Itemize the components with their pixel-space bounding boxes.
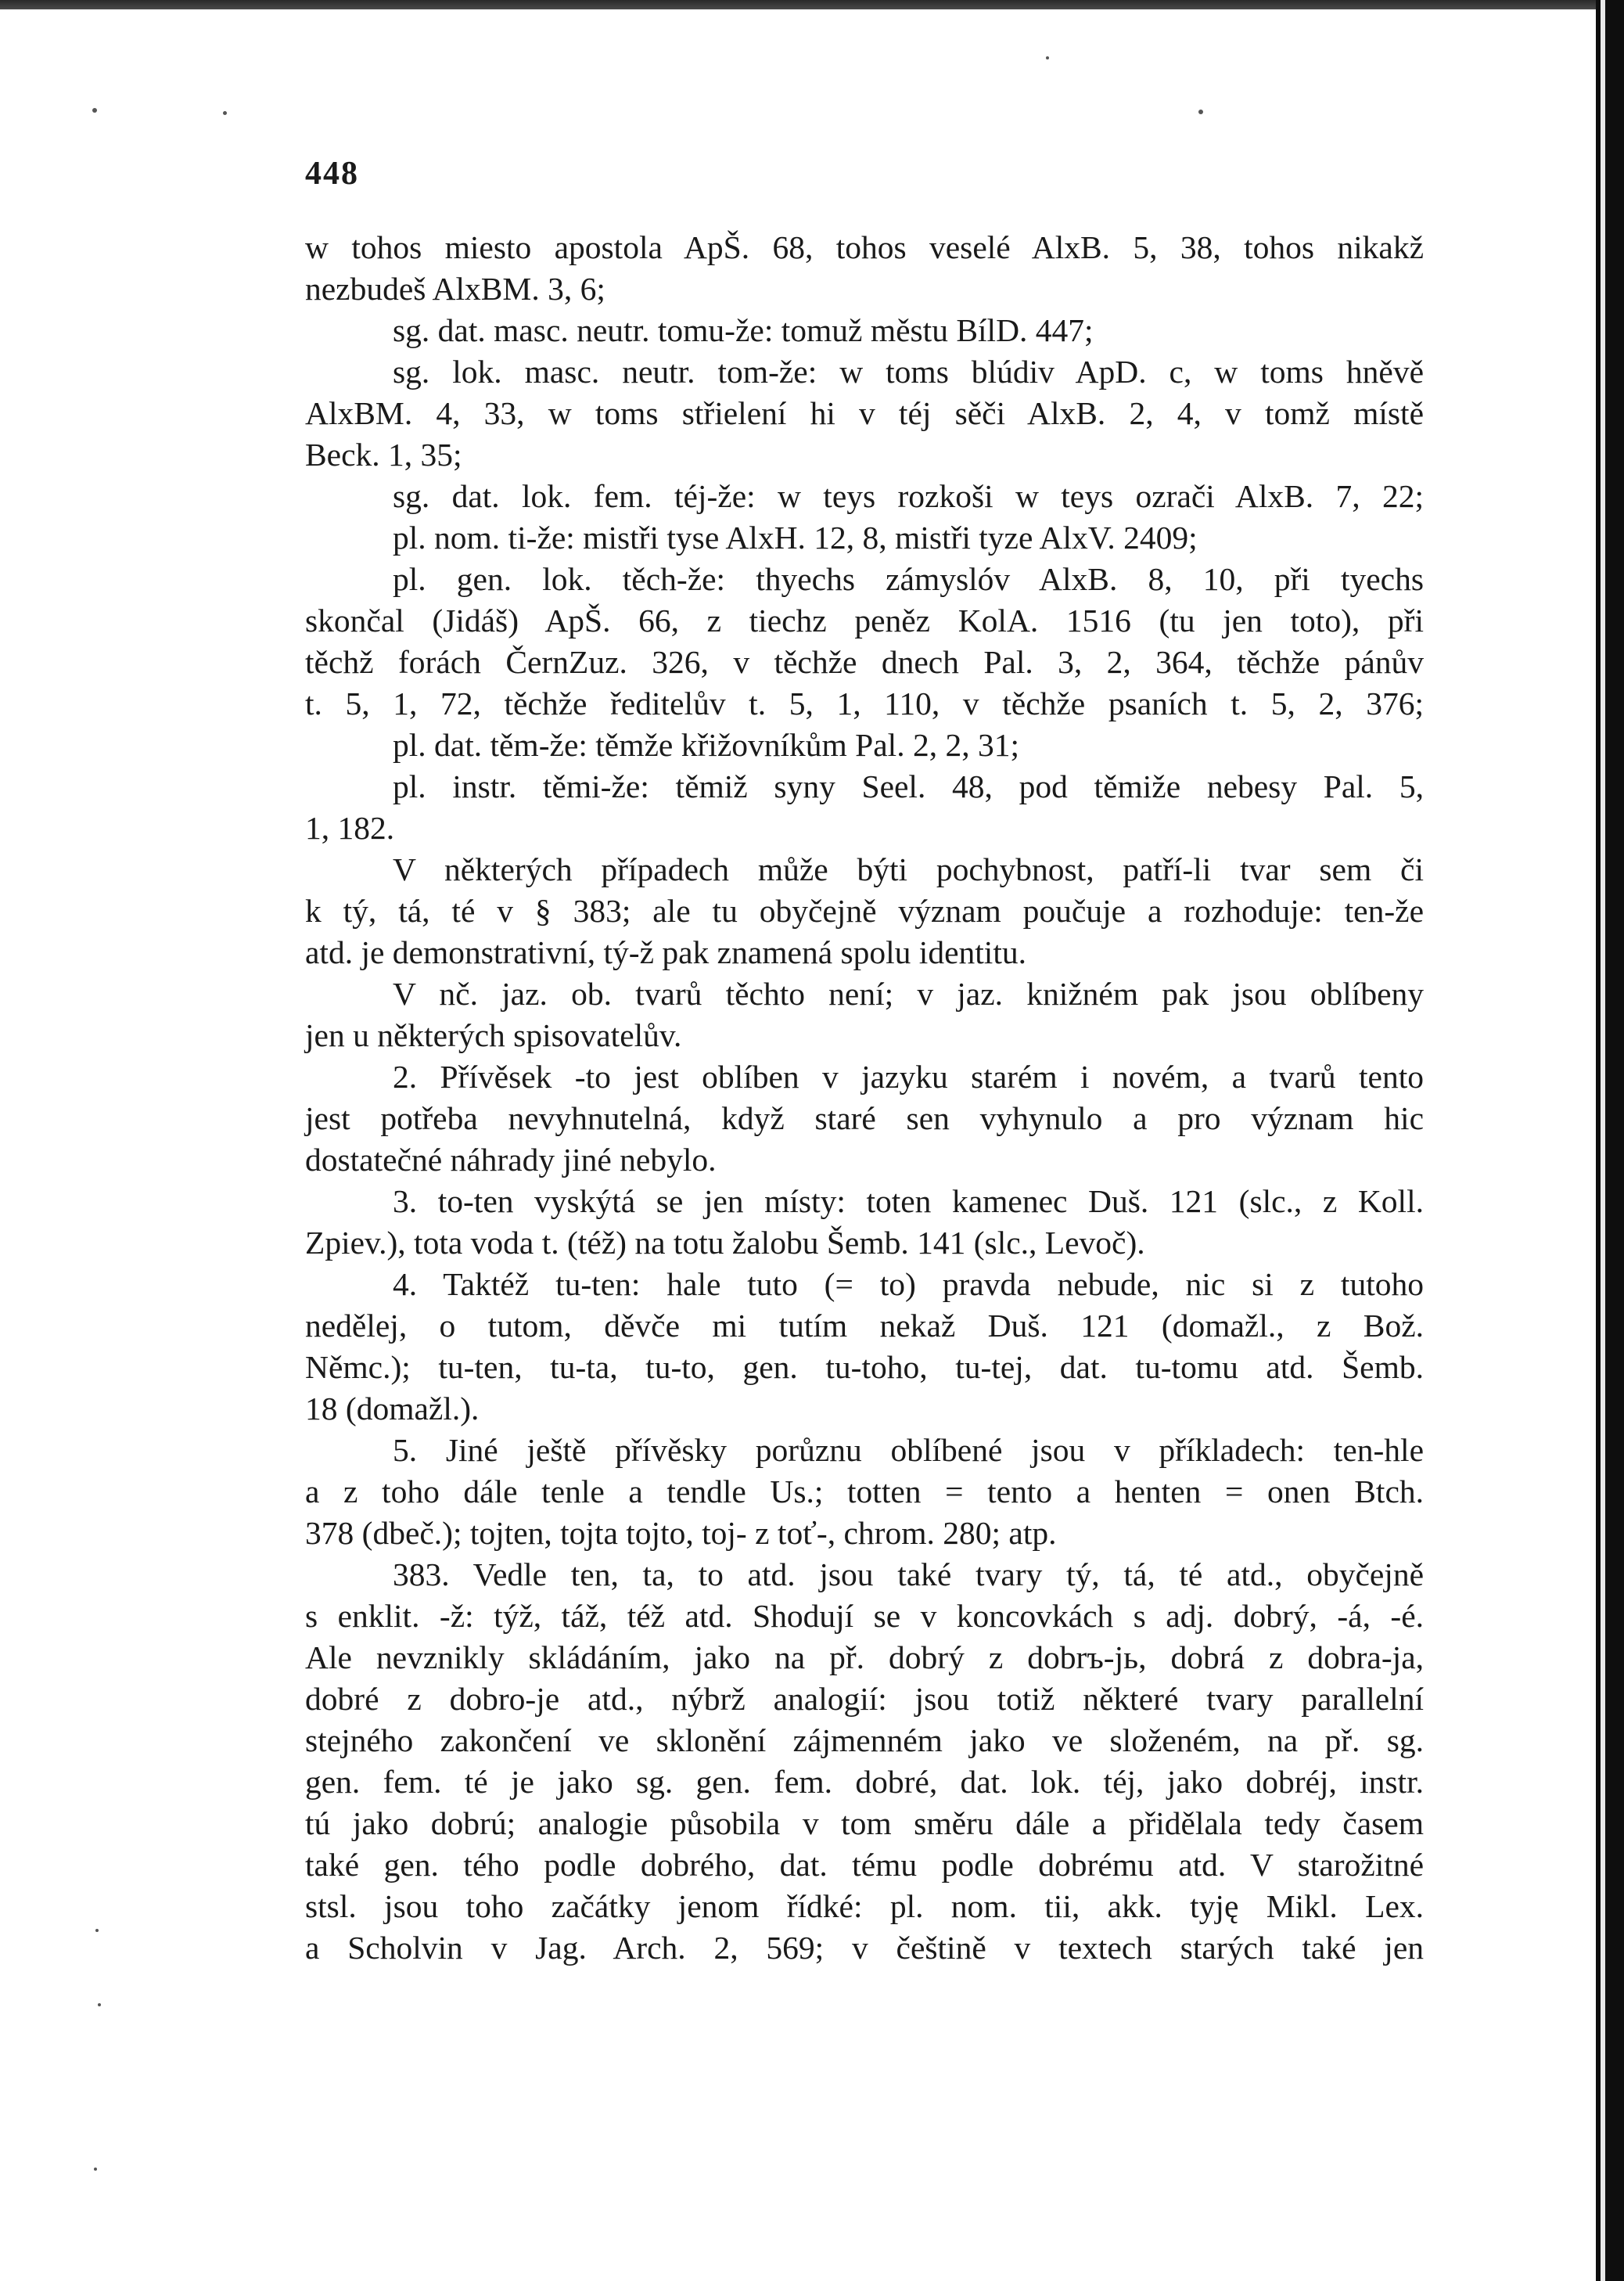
text-line: s enklit. -ž: týž, táž, též atd. Shodují se v koncovkách s adj. dobrý, -á, -é. [305, 1598, 1424, 1634]
text-line: dobré z dobro-je atd., nýbrž analogií: jsou totiž některé tvary parallelní [305, 1681, 1424, 1717]
text-line: 1, 182. [305, 810, 395, 846]
text-line: pl. instr. těmi-že: těmiž syny Seel. 48, pod těmiže nebesy Pal. 5, [393, 768, 1424, 804]
text-line: skončal (Jidáš) ApŠ. 66, z tiechz peněz KolA. 1516 (tu jen toto), při [305, 603, 1424, 639]
text-line: V některých případech může býti pochybnost, patří-li tvar sem či [393, 851, 1424, 887]
text-line: 3. to-ten vyskýtá se jen místy: toten kamenec Duš. 121 (slc., z Koll. [393, 1183, 1424, 1219]
scan-speck [98, 2003, 101, 2006]
text-line: pl. nom. ti-že: mistři tyse AlxH. 12, 8, mistři tyze AlxV. 2409; [393, 520, 1198, 556]
text-line: tú jako dobrú; analogie působila v tom směru dále a přidělala tedy časem [305, 1805, 1424, 1841]
text-line: 378 (dbeč.); tojten, tojta tojto, toj- z toť-, chrom. 280; atp. [305, 1515, 1057, 1551]
text-line: 18 (domažl.). [305, 1391, 480, 1427]
text-line: sg. dat. masc. neutr. tomu-že: tomuž městu BílD. 447; [393, 312, 1094, 348]
text-line: k tý, tá, té v § 383; ale tu obyčejně význam poučuje a rozhoduje: ten-že [305, 893, 1424, 929]
text-line: také gen. tého podle dobrého, dat. tému podle dobrému atd. V starožitné [305, 1847, 1424, 1883]
text-line: stsl. jsou toho začátky jenom řídké: pl. nom. tii, akk. tyję Mikl. Lex. [305, 1888, 1424, 1924]
text-line: AlxBM. 4, 33, w toms střielení hi v téj sěči AlxB. 2, 4, v tomž místě [305, 395, 1424, 431]
scan-speck [94, 2168, 97, 2171]
text-line: t. 5, 1, 72, těchže ředitelův t. 5, 1, 110, v těchže psaních t. 5, 2, 376; [305, 685, 1424, 721]
text-line: a z toho dále tenle a tendle Us.; totten = tento a henten = onen Btch. [305, 1473, 1424, 1509]
text-line: 5. Jiné ještě přívěsky porůznu oblíbené jsou v příkladech: ten-hle [393, 1432, 1424, 1468]
text-line: 383. Vedle ten, ta, to atd. jsou také tvary tý, tá, té atd., obyčejně [393, 1556, 1424, 1592]
text-line: stejného zakončení ve sklonění zájmenném jako ve složeném, na př. sg. [305, 1722, 1424, 1758]
scan-speck [92, 108, 97, 113]
text-line: sg. dat. lok. fem. téj-že: w teys rozkoši w teys ozrači AlxB. 7, 22; [393, 478, 1424, 514]
text-line: w tohos miesto apostola ApŠ. 68, tohos veselé AlxB. 5, 38, tohos nikakž [305, 229, 1424, 265]
text-line: Ale nevznikly skládáním, jako na př. dobrý z dobrъ-jь, dobrá z dobra-ja, [305, 1639, 1424, 1675]
text-line: a Scholvin v Jag. Arch. 2, 569; v češtině v textech starých také jen [305, 1930, 1424, 1966]
scan-speck [223, 111, 227, 115]
text-line: jen u některých spisovatelův. [305, 1017, 682, 1053]
text-line: pl. gen. lok. těch-že: thyechs zámyslóv AlxB. 8, 10, při tyechs [393, 561, 1424, 597]
text-line: dostatečné náhrady jiné nebylo. [305, 1142, 717, 1178]
text-line: jest potřeba nevyhnutelná, když staré sen vyhynulo a pro význam hic [305, 1100, 1424, 1136]
scan-top-border [0, 0, 1624, 9]
scan-right-border-highlight [1601, 0, 1605, 2281]
text-line: těchž forách ČernZuz. 326, v těchže dnech Pal. 3, 2, 364, těchže pánův [305, 644, 1424, 680]
page-body [305, 227, 1424, 1969]
text-line: nezbudeš AlxBM. 3, 6; [305, 271, 605, 307]
text-line: atd. je demonstrativní, tý-ž pak znamená spolu identitu. [305, 934, 1026, 970]
text-line: Zpiev.), tota voda t. (též) na totu žalobu Šemb. 141 (slc., Levoč). [305, 1225, 1145, 1261]
text-line: Němc.); tu-ten, tu-ta, tu-to, gen. tu-toho, tu-tej, dat. tu-tomu atd. Šemb. [305, 1349, 1424, 1385]
scan-speck [95, 1929, 99, 1932]
text-line: Beck. 1, 35; [305, 437, 462, 473]
text-line: V nč. jaz. ob. tvarů těchto není; v jaz. knižném pak jsou oblíbeny [393, 976, 1424, 1012]
text-line: gen. fem. té je jako sg. gen. fem. dobré, dat. lok. téj, jako dobréj, instr. [305, 1764, 1424, 1800]
text-line: pl. dat. těm-že: těmže křižovníkům Pal. 2, 2, 31; [393, 727, 1019, 763]
page-number: 448 [305, 156, 359, 192]
scan-speck [1198, 110, 1203, 114]
text-line: nedělej, o tutom, děvče mi tutím nekaž Duš. 121 (domažl., z Bož. [305, 1308, 1424, 1344]
text-line: 4. Taktéž tu-ten: hale tuto (= to) pravda nebude, nic si z tutoho [393, 1266, 1424, 1302]
text-line: 2. Přívěsek -to jest oblíben v jazyku starém i novém, a tvarů tento [393, 1059, 1424, 1095]
scan-speck [1046, 56, 1049, 59]
text-line: sg. lok. masc. neutr. tom-že: w toms blúdiv ApD. c, w toms hněvě [393, 354, 1424, 390]
